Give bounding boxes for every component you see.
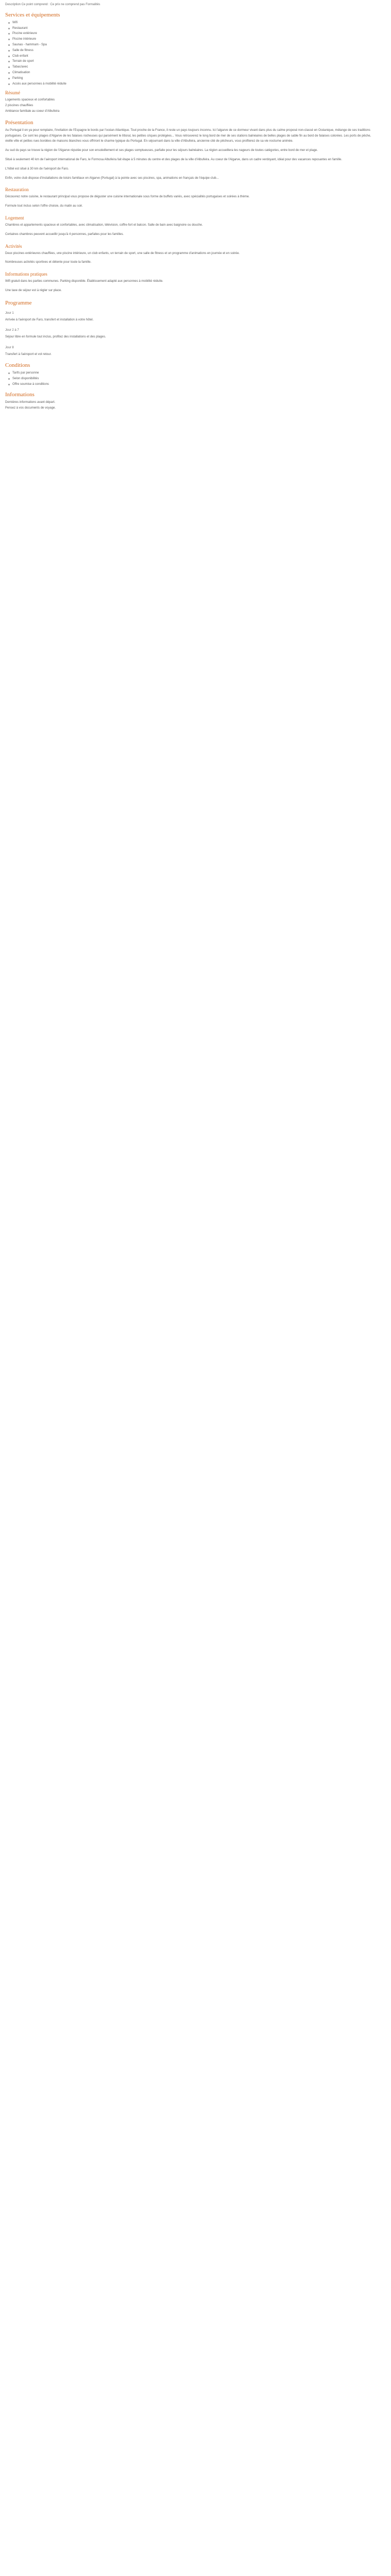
- day-title: Jour 2 à 7: [5, 329, 19, 332]
- service-item: Parking: [8, 76, 376, 81]
- service-item: Saunas - hammam - Spa: [8, 42, 376, 48]
- service-item: Accès aux personnes à mobilité réduite: [8, 81, 376, 87]
- presentation-paragraph: Enfin, votre club dispose d'installations de loisirs familiaux en Algarve (Portugal) à la pointe avec ses piscines, spa, animations en français de l'équipe club...: [5, 176, 219, 180]
- services-list: [5, 20, 376, 87]
- presentation-paragraph: L'hôtel est situé à 30 km de l'aéroport de Faro.: [5, 167, 69, 171]
- service-item: Piscine extérieure: [8, 31, 376, 37]
- conditions-list: [5, 370, 376, 387]
- activites-text: Deux piscines extérieures chauffées, une piscine intérieure, un club enfants, un terrain de sport, une salle de fitness et un programme d'animations en journée et en soirée.: [5, 251, 240, 255]
- programme-day: [5, 328, 376, 340]
- conditions-title: Conditions: [5, 362, 30, 369]
- services-title: Services et équipements: [5, 11, 60, 18]
- logement-text: Certaines chambres peuvent accueillir jusqu'à 4 personnes, parfaites pour les familles.: [5, 232, 124, 236]
- restauration-text: Découvrez notre cuisine, le restaurant principal vous propose de déguster une cuisine internationale sous forme de buffets variés, avec spécialités portugaises et soirées à thème.: [5, 195, 250, 199]
- footer-line: Pensez à vos documents de voyage.: [5, 406, 56, 410]
- activites-title: Activités: [5, 243, 22, 249]
- info-title: Informations pratiques: [5, 272, 47, 277]
- presentation-title: Présentation: [5, 119, 34, 126]
- presentation-paragraph: Au Portugal il en ya pour remplaire, l'invitation de l'Espagne le bords par l'océan Atlantique. Tout proche de la France, il reste un pays toujours inconnu. Ici l'algarve de ce dormeur vivant dans plus du calme proposé non-classé en Océanique, mélange de ses traditions portugaises. Ce sont les plages d'Algarve de les falaises rocheuses qui parsèment le littoral, les petites criques protégées... Vous retrouverez le long bord de mer de ses stations balnéaires de belles plages de sable fin au bord de falaises colorées. Les ports de pêche, vieille ville et petites rues bordées de maisons blanches vous offriront le charme typique du Portugal. En séjournant dans la ville d'Albufeira, ancienne cité de pêcheurs, vous profiterez de sa vie nocturne animée.: [5, 128, 371, 143]
- condition-item: Offre soumise à conditions: [8, 382, 376, 387]
- day-text: Arrivée à l'aéroport de Faro, transfert et installation à votre hôtel.: [5, 318, 94, 321]
- activites-text: Nombreuses activités sportives et détente pour toute la famille.: [5, 261, 92, 264]
- service-item: Climatisation: [8, 70, 376, 76]
- condition-item: Tarifs par personne: [8, 370, 376, 376]
- presentation-paragraph: Situé à seulement 40 km de l'aéroport international de Faro, le Formosa Albufeira fait étape à 5 minutes du centre et des plages de la ville d'Albufeira. Au coeur de l'Algarve, dans un cadre verdoyant, idéal pour des vacances reposantes en famille.: [5, 158, 343, 161]
- intro-line: Description Ce point comprend : Ce prix ne comprend pas Formalités: [5, 3, 101, 6]
- footer-title: Informations: [5, 391, 35, 398]
- service-item: Piscine intérieure: [8, 37, 376, 42]
- summary-line: 2 piscines chauffées: [5, 104, 34, 108]
- condition-item: Selon disponibilités: [8, 376, 376, 382]
- day-text: Séjour libre en formule tout inclus, profitez des installations et des plages.: [5, 335, 106, 339]
- logement-title: Logement: [5, 215, 24, 221]
- summary-lines: [5, 97, 376, 114]
- programme-title: Programme: [5, 299, 32, 306]
- info-text: Wifi gratuit dans les parties communes. Parking disponible. Établissement adapté aux personnes à mobilité réduite.: [5, 280, 164, 283]
- logement-text: Chambres et appartements spacieux et confortables, avec climatisation, télévision, coffre-fort et balcon. Salle de bain avec baignoire ou douche.: [5, 223, 203, 227]
- presentation-paragraph: Au sud du pays se trouve la région de l'Algarve réputée pour son ensoleillement et ses plages somptueuses, parfaite pour les séjours balnéaires. La région accueillera les nageurs de toutes catégories, entre bord de mer et plage.: [5, 149, 318, 152]
- programme-day: [5, 311, 376, 323]
- service-item: Salle de fitness: [8, 48, 376, 54]
- service-item: Terrain de sport: [8, 59, 376, 64]
- service-item: Wifi: [8, 20, 376, 26]
- programme-day: [5, 345, 376, 358]
- summary-line: Ambiance familiale au coeur d'Albufeira: [5, 109, 60, 113]
- service-item: Tabac/avec: [8, 64, 376, 70]
- day-title: Jour 8: [5, 346, 14, 349]
- summary-line: Logements spacieux et confortables: [5, 98, 55, 102]
- summary-title: Résumé: [5, 90, 20, 96]
- restauration-title: Restauration: [5, 187, 29, 193]
- day-title: Jour 1: [5, 311, 14, 315]
- service-item: Club enfant: [8, 54, 376, 59]
- footer-line: Dernières informations avant départ.: [5, 400, 56, 404]
- info-text: Une taxe de séjour est à régler sur place.: [5, 289, 62, 292]
- day-text: Transfert à l'aéroport et vol retour.: [5, 352, 52, 356]
- restauration-text: Formule tout inclus selon l'offre choisie, du matin au soir.: [5, 205, 83, 208]
- service-item: Restaurant: [8, 26, 376, 31]
- document: [0, 0, 381, 411]
